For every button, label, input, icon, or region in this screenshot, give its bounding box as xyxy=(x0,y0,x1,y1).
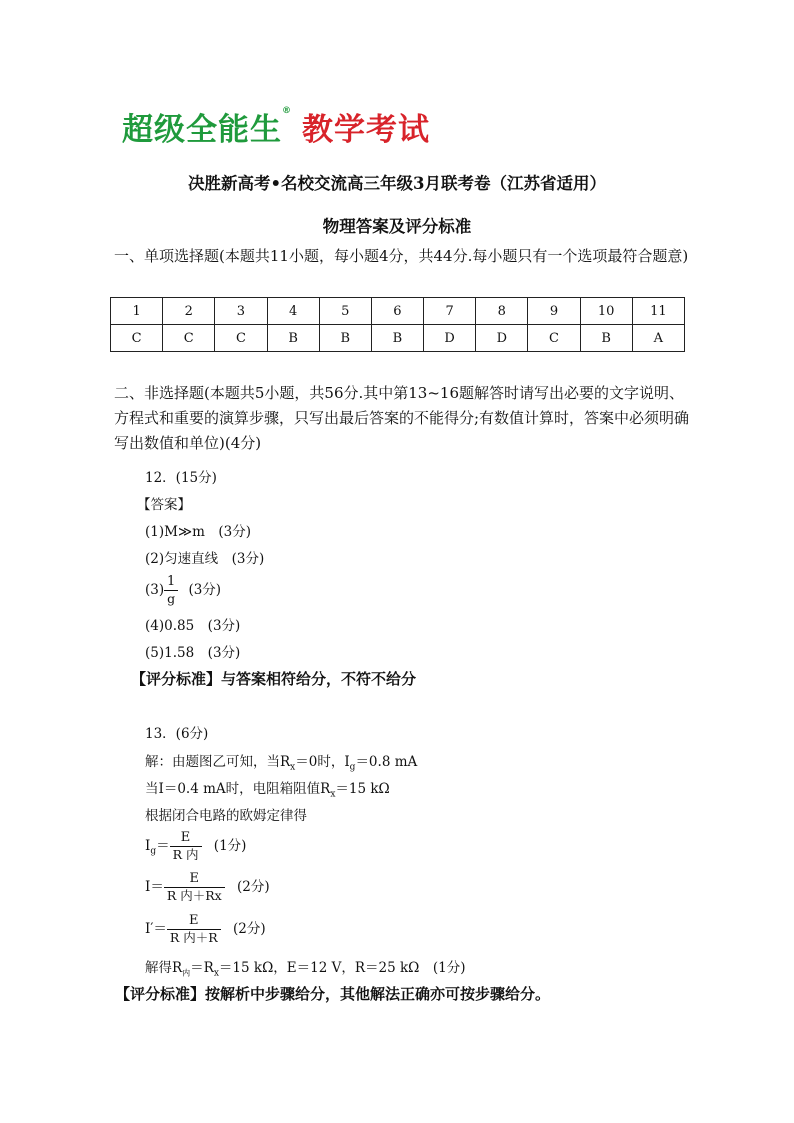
table-cell: B xyxy=(319,325,371,352)
table-cell: C xyxy=(528,325,580,352)
subscript: x xyxy=(290,762,296,773)
fraction-numerator: E xyxy=(189,913,199,928)
fraction-denominator: g xyxy=(164,590,178,607)
table-cell: 4 xyxy=(267,298,319,325)
text: ＝15 kΩ，E＝12 V，R＝25 kΩ (1分) xyxy=(218,960,466,976)
exam-title: 决胜新高考•名校交流高三年级3月联考卷（江苏省适用） xyxy=(187,174,607,193)
subscript: x xyxy=(330,789,336,800)
q13-equation-2 xyxy=(145,871,270,904)
logo-brand: 超级全能生 xyxy=(122,112,282,148)
q13-header: 13．(6分) xyxy=(145,726,209,742)
answer-table-answer-row xyxy=(111,325,685,352)
score: (2分) xyxy=(237,879,270,895)
q12-item-5: (5)1.58 (3分) xyxy=(145,645,241,661)
q13-equation-3 xyxy=(145,913,266,946)
text: 解得R xyxy=(145,960,183,976)
fraction xyxy=(167,913,221,946)
fraction xyxy=(170,830,202,863)
q12-item-3-score: (3分) xyxy=(188,582,222,598)
table-cell: C xyxy=(163,325,215,352)
q12-criteria: 【评分标准】与答案相符给分，不符不给分 xyxy=(131,670,417,688)
score: (1分) xyxy=(213,838,247,854)
subscript: 内 xyxy=(182,968,191,978)
q13-line-2 xyxy=(145,777,390,800)
text: I＝ xyxy=(145,879,164,895)
table-cell: D xyxy=(476,325,528,352)
table-cell: 2 xyxy=(163,298,215,325)
table-cell: 11 xyxy=(632,298,684,325)
table-cell: B xyxy=(267,325,319,352)
doc-subtitle: 物理答案及评分标准 xyxy=(322,217,472,236)
q13-line-1 xyxy=(145,750,417,773)
q12-item-2: (2)匀速直线 (3分) xyxy=(145,551,265,567)
text: ＝R xyxy=(190,960,214,976)
table-cell: B xyxy=(580,325,632,352)
fraction-numerator: E xyxy=(180,830,191,845)
q13-equation-1 xyxy=(145,830,246,863)
text: ＝0.8 mA xyxy=(355,754,418,770)
answer-table xyxy=(110,297,685,352)
subscript: g xyxy=(150,846,157,857)
fraction xyxy=(164,574,178,607)
fraction-denominator: R 内 xyxy=(170,846,202,863)
text: ＝15 kΩ xyxy=(335,781,390,797)
table-cell: 8 xyxy=(476,298,528,325)
fraction-numerator: 1 xyxy=(166,574,176,589)
fraction-denominator: R 内＋R xyxy=(167,929,221,946)
logo-registered-mark: ® xyxy=(282,106,292,116)
section2-intro: 二、非选择题(本题共5小题，共56分.其中第13~16题解答时请写出必要的文字说明、方程式和重要的演算步骤，只写出最后答案的不能得分;有数值计算时，答案中必须明确写出数值和单位)(4分) xyxy=(114,384,690,452)
answer-table-number-row xyxy=(111,298,685,325)
subscript: x xyxy=(213,968,219,979)
q12-item-3 xyxy=(145,574,221,607)
fraction-denominator: R 内＋Rx xyxy=(164,887,225,904)
table-cell: 5 xyxy=(319,298,371,325)
q12-item-3-prefix: (3) xyxy=(145,582,165,598)
q12-item-1: (1)M≫m (3分) xyxy=(145,524,252,540)
table-cell: A xyxy=(632,325,684,352)
table-cell: D xyxy=(424,325,476,352)
section1-intro: 一、单项选择题(本题共11小题，每小题4分，共44分.每小题只有一个选项最符合题意) xyxy=(114,247,689,265)
table-cell: 3 xyxy=(215,298,267,325)
q12-answer-label: 【答案】 xyxy=(137,497,191,513)
text: ＝ xyxy=(156,838,170,854)
q12-item-4: (4)0.85 (3分) xyxy=(145,618,241,634)
table-cell: 10 xyxy=(580,298,632,325)
table-cell: 6 xyxy=(371,298,423,325)
text: 当I＝0.4 mA时，电阻箱阻值R xyxy=(145,781,331,797)
table-cell: B xyxy=(371,325,423,352)
fraction xyxy=(164,871,225,904)
logo-subtitle: 教学考试 xyxy=(302,112,430,148)
text: I xyxy=(145,838,151,854)
table-cell: 9 xyxy=(528,298,580,325)
table-cell: 1 xyxy=(111,298,163,325)
text: 解：由题图乙可知，当R xyxy=(145,754,291,770)
logo xyxy=(122,104,430,149)
table-cell: C xyxy=(215,325,267,352)
fraction-numerator: E xyxy=(189,871,200,886)
table-cell: 7 xyxy=(424,298,476,325)
text: ＝0时，I xyxy=(295,754,350,770)
subscript: g xyxy=(349,762,356,773)
score: (2分) xyxy=(233,921,266,937)
text: I′＝ xyxy=(145,921,167,937)
q13-criteria: 【评分标准】按解析中步骤给分，其他解法正确亦可按步骤给分。 xyxy=(115,985,551,1003)
q12-header: 12．(15分) xyxy=(145,470,217,486)
q13-result xyxy=(145,956,465,979)
q13-line-3: 根据闭合电路的欧姆定律得 xyxy=(145,808,307,824)
table-cell: C xyxy=(111,325,163,352)
